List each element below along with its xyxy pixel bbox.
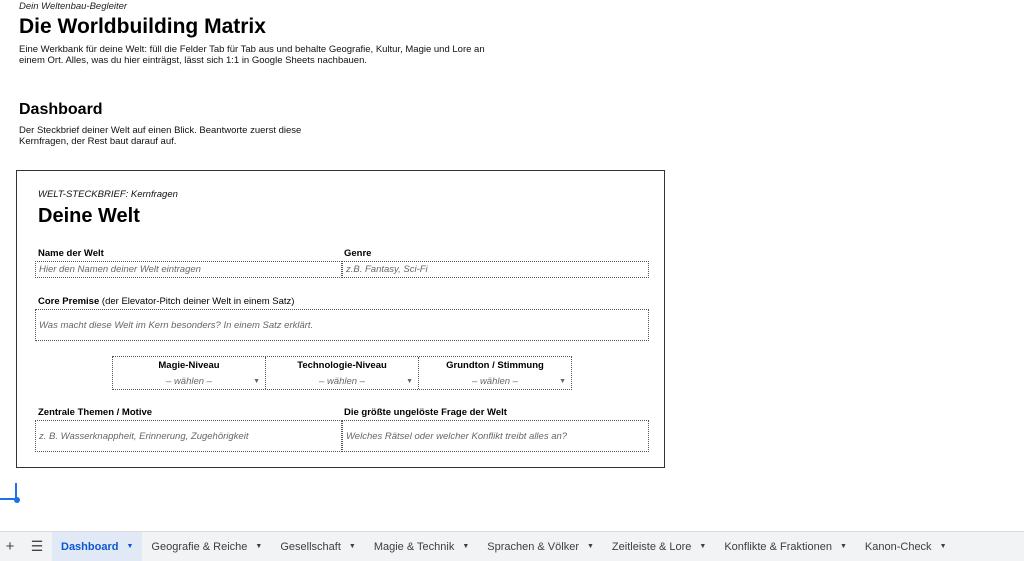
chevron-down-icon[interactable]: ▼ bbox=[839, 543, 847, 550]
chevron-down-icon[interactable]: ▼ bbox=[255, 543, 263, 550]
sheet-tab[interactable] bbox=[365, 532, 478, 561]
tone-mood-dropdown[interactable] bbox=[419, 357, 571, 389]
dropdown-value: – wählen – bbox=[166, 376, 212, 387]
sheet-tab[interactable] bbox=[715, 532, 856, 561]
chevron-down-icon[interactable]: ▼ bbox=[253, 378, 260, 385]
genre-label: Genre bbox=[344, 248, 372, 259]
sheet-tab-label: Dashboard bbox=[61, 540, 119, 553]
card-kicker: WELT-STECKBRIEF: Kernfragen bbox=[38, 189, 178, 200]
chevron-down-icon[interactable]: ▼ bbox=[348, 543, 356, 550]
chevron-down-icon[interactable]: ▼ bbox=[939, 543, 947, 550]
sheet-tab-label: Zeitleiste & Lore bbox=[611, 540, 692, 553]
sheet-tab[interactable] bbox=[142, 532, 271, 561]
intro-text: Eine Werkbank für deine Welt: füll die Felder Tab für Tab aus und behalte Geografie, Kultur, Magie und Lore an einem Ort. Alles, was du hier einträgst, lässt sich 1:1 in Google Sheets nachbauen. bbox=[19, 44, 485, 66]
chevron-down-icon[interactable]: ▼ bbox=[559, 378, 566, 385]
world-profile-card bbox=[16, 170, 665, 468]
world-name-field[interactable]: Hier den Namen deiner Welt eintragen bbox=[35, 261, 342, 278]
fill-handle[interactable] bbox=[14, 497, 20, 503]
chevron-down-icon[interactable]: ▼ bbox=[462, 543, 470, 550]
level-dropdown-group bbox=[112, 356, 572, 390]
magic-level-dropdown[interactable] bbox=[113, 357, 266, 389]
sheet-tabs bbox=[52, 532, 956, 561]
sheet-tab[interactable] bbox=[52, 532, 142, 561]
sheet-tab[interactable] bbox=[856, 532, 956, 561]
genre-field[interactable]: z.B. Fantasy, Sci-Fi bbox=[342, 261, 649, 278]
sheet-tab-label: Sprachen & Völker bbox=[487, 540, 579, 553]
sheet-tab-label: Gesellschaft bbox=[280, 540, 341, 553]
header-kicker: Dein Weltenbau-Begleiter bbox=[19, 1, 128, 12]
sheet-tab[interactable] bbox=[478, 532, 603, 561]
card-title: Deine Welt bbox=[38, 205, 140, 227]
page-title: Die Worldbuilding Matrix bbox=[19, 15, 266, 38]
dropdown-label: Magie-Niveau bbox=[158, 360, 220, 371]
chevron-down-icon[interactable]: ▼ bbox=[126, 543, 134, 550]
section-title: Dashboard bbox=[19, 101, 103, 118]
open-question-label: Die größte ungelöste Frage der Welt bbox=[344, 407, 507, 418]
plus-icon[interactable]: + bbox=[5, 538, 15, 555]
world-name-label: Name der Welt bbox=[38, 248, 104, 259]
sheet-tab-label: Kanon-Check bbox=[864, 540, 932, 553]
sheet-tab-label: Magie & Technik bbox=[373, 540, 455, 553]
chevron-down-icon[interactable]: ▼ bbox=[406, 378, 413, 385]
dropdown-label: Technologie-Niveau bbox=[297, 360, 387, 371]
chevron-down-icon[interactable]: ▼ bbox=[586, 543, 594, 550]
premise-field[interactable]: Was macht diese Welt im Kern besonders? In einem Satz erklärt. bbox=[35, 309, 649, 341]
dropdown-value: – wählen – bbox=[472, 376, 518, 387]
sheet-tab[interactable] bbox=[603, 532, 715, 561]
themes-label: Zentrale Themen / Motive bbox=[38, 407, 153, 418]
dropdown-value: – wählen – bbox=[319, 376, 365, 387]
themes-field[interactable]: z. B. Wasserknappheit, Erinnerung, Zugehörigkeit bbox=[35, 420, 342, 452]
section-description: Der Steckbrief deiner Welt auf einen Blick. Beantworte zuerst diese Kernfragen, der Rest baut darauf auf. bbox=[19, 125, 302, 147]
sheet-tab-label: Konflikte & Fraktionen bbox=[724, 540, 832, 553]
premise-label: Core Premise (der Elevator-Pitch deiner Welt in einem Satz) bbox=[38, 296, 295, 307]
menu-icon[interactable]: ☰ bbox=[30, 538, 44, 554]
sheet-tab-label: Geografie & Reiche bbox=[151, 540, 248, 553]
chevron-down-icon[interactable]: ▼ bbox=[699, 543, 707, 550]
technology-level-dropdown[interactable] bbox=[266, 357, 419, 389]
dropdown-label: Grundton / Stimmung bbox=[446, 360, 544, 371]
sheet-tab-bar bbox=[0, 531, 1024, 561]
sheet-tab[interactable] bbox=[271, 532, 364, 561]
open-question-field[interactable]: Welches Rätsel oder welcher Konflikt treibt alles an? bbox=[342, 420, 649, 452]
